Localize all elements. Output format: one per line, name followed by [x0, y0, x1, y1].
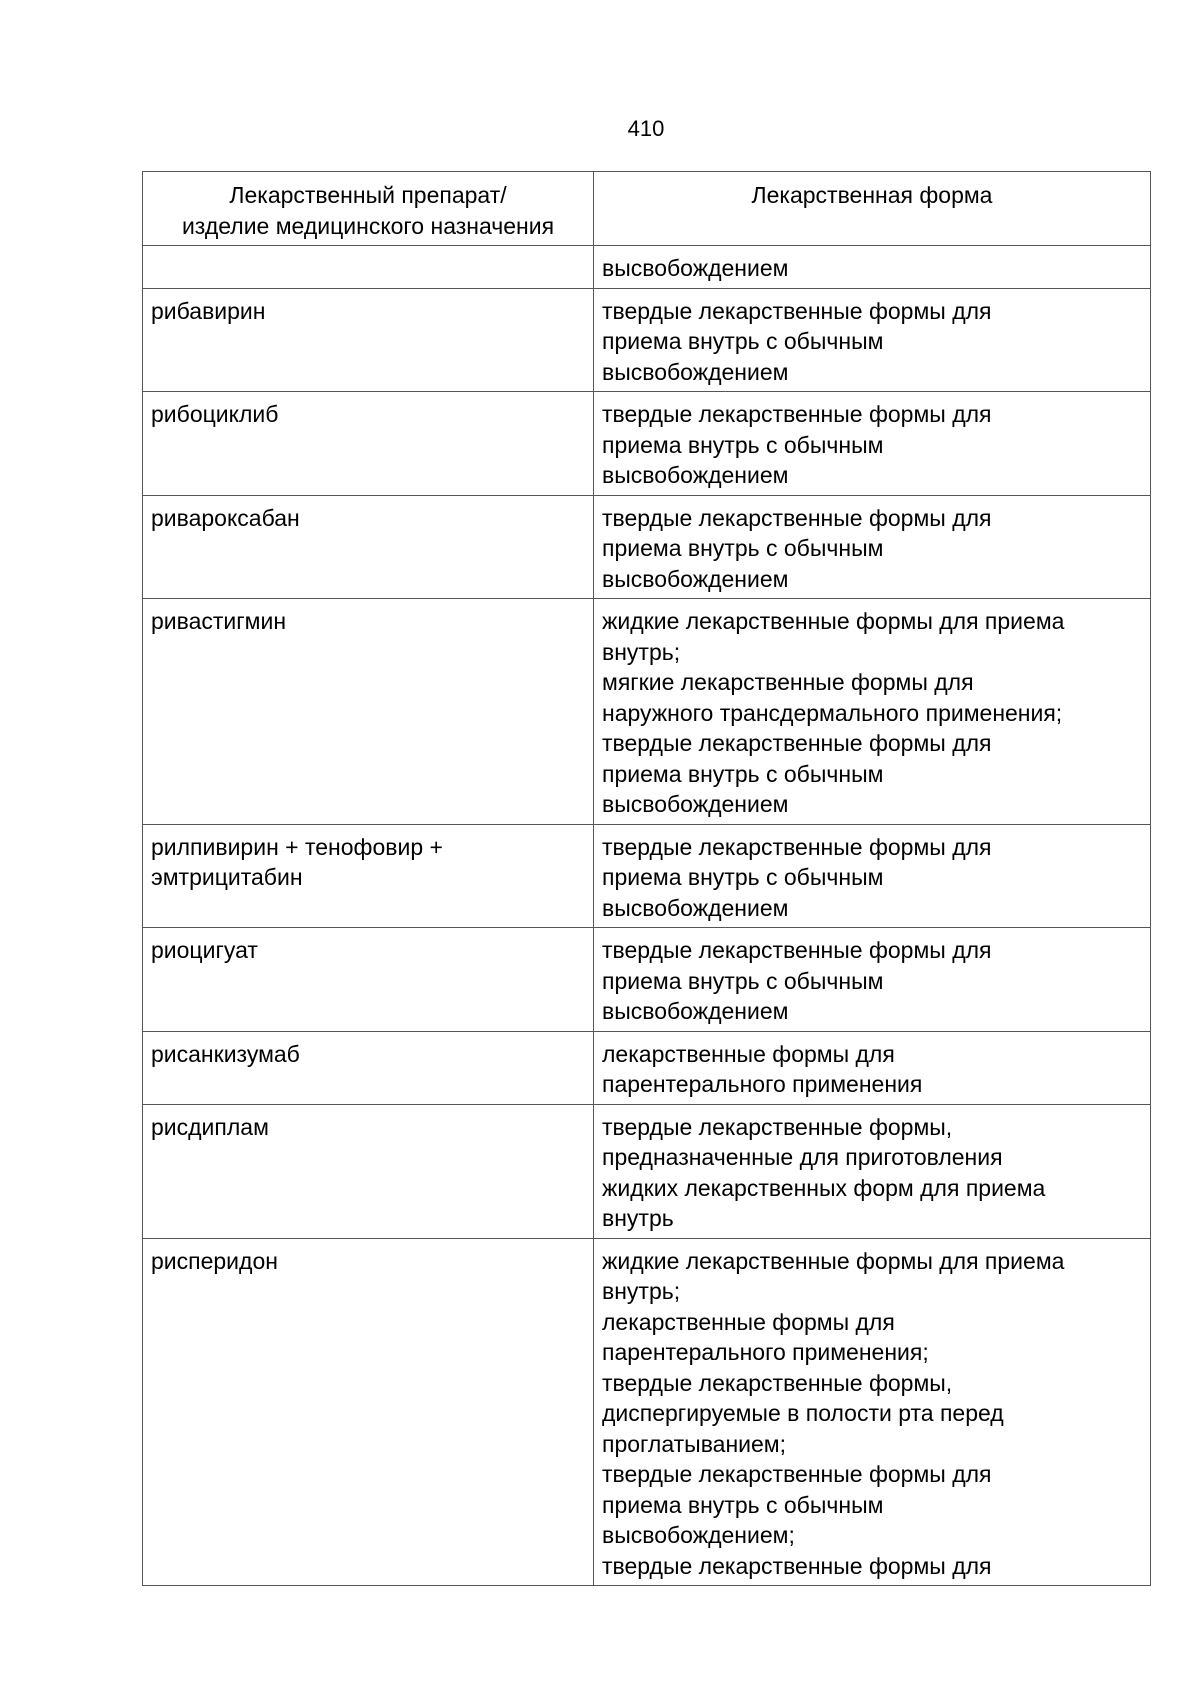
cell-line: твердые лекарственные формы для [602, 401, 992, 427]
cell-line: жидких лекарственных форм для приема [602, 1174, 1046, 1201]
table-row [143, 495, 1151, 599]
cell-line: изделие медицинского назначения [181, 212, 555, 239]
drug-name-cell [143, 928, 594, 1032]
dosage-form-cell [594, 928, 1151, 1032]
table-row [143, 1238, 1151, 1586]
table-header-row [143, 172, 1151, 246]
cell-line: парентерального применения [602, 1071, 923, 1097]
drug-name-cell [143, 288, 594, 392]
cell-line: твердые лекарственные формы для [602, 937, 992, 963]
cell-line: твердые лекарственные формы для [602, 730, 992, 756]
cell-line: твердые лекарственные формы для [602, 297, 992, 324]
table-row [143, 246, 1151, 289]
cell-line: диспергируемые в полости рта перед [602, 1400, 1004, 1426]
cell-line: лекарственные формы для [602, 1040, 895, 1067]
table-row [143, 1031, 1151, 1104]
cell-line: высвобождением [602, 358, 789, 385]
cell-line: жидкие лекарственные формы для приема [602, 1247, 1065, 1274]
cell-line: высвобождением [602, 791, 789, 817]
cell-line: рибоциклиб [151, 401, 279, 427]
table-row [143, 599, 1151, 825]
dosage-form-cell [594, 288, 1151, 392]
drug-name-cell [143, 392, 594, 496]
cell-line: твердые лекарственные формы для [602, 1552, 992, 1579]
table-row [143, 288, 1151, 392]
cell-line: высвобождением [602, 998, 789, 1024]
cell-line: твердые лекарственные формы для [602, 833, 992, 860]
drug-name-cell [143, 1238, 594, 1586]
table-body [143, 246, 1151, 1586]
cell-line: приема внутрь с обычным [602, 760, 884, 787]
cell-line: твердые лекарственные формы, [602, 1369, 953, 1396]
cell-line: рибавирин [151, 297, 266, 324]
cell-line: жидкие лекарственные формы для приема [602, 608, 1065, 634]
cell-line: приема внутрь с обычным [602, 1491, 884, 1518]
cell-line: наружного трансдермального применения; [602, 699, 1063, 726]
table-row [143, 1104, 1151, 1238]
table-row [143, 824, 1151, 928]
header-drug [143, 172, 594, 246]
cell-line: Лекарственная форма [751, 182, 993, 208]
table-row [143, 928, 1151, 1032]
cell-line: высвобождением [602, 565, 789, 592]
cell-line: приема внутрь с обычным [602, 431, 884, 458]
drug-name-cell [143, 1031, 594, 1104]
dosage-form-cell [594, 824, 1151, 928]
cell-line: мягкие лекарственные формы для [602, 669, 974, 695]
cell-line: высвобождением [602, 462, 789, 488]
drug-name-cell [143, 599, 594, 825]
cell-line: предназначенные для приготовления [602, 1144, 1003, 1170]
cell-line: рисдиплам [151, 1113, 269, 1140]
cell-line: парентерального применения; [602, 1339, 929, 1365]
dosage-form-cell [594, 495, 1151, 599]
cell-line: рисперидон [151, 1247, 278, 1274]
cell-line: твердые лекарственные формы, [602, 1113, 953, 1140]
cell-line: ривароксабан [151, 504, 300, 531]
drug-name-cell [143, 824, 594, 928]
dosage-form-cell [594, 1031, 1151, 1104]
cell-line: рисанкизумаб [151, 1040, 300, 1067]
cell-line: рилпивирин + тенофовир + [151, 833, 443, 860]
drug-name-cell [143, 246, 594, 289]
header-form [594, 172, 1151, 246]
dosage-form-cell [594, 246, 1151, 289]
cell-line: высвобождением; [602, 1522, 795, 1548]
cell-line: эмтрицитабин [151, 864, 303, 890]
cell-line: лекарственные формы для [602, 1308, 895, 1335]
cell-line: внутрь [602, 1205, 674, 1231]
cell-line: внутрь; [602, 638, 681, 665]
cell-line: приема внутрь с обычным [602, 864, 884, 890]
drug-name-cell [143, 495, 594, 599]
cell-line: приема внутрь с обычным [602, 535, 884, 561]
cell-line: приема внутрь с обычным [602, 328, 884, 354]
cell-line: внутрь; [602, 1278, 681, 1304]
drug-forms-table [142, 171, 1151, 1586]
cell-line: ривастигмин [151, 608, 287, 634]
cell-line: твердые лекарственные формы для [602, 504, 992, 531]
cell-line: Лекарственный препарат/ [229, 182, 507, 208]
dosage-form-cell [594, 1238, 1151, 1586]
dosage-form-cell [594, 392, 1151, 496]
drug-name-cell [143, 1104, 594, 1238]
page-number: 410 [627, 116, 665, 141]
table-row [143, 392, 1151, 496]
dosage-form-cell [594, 1104, 1151, 1238]
cell-line: проглатыванием; [602, 1430, 786, 1457]
dosage-form-cell [594, 599, 1151, 825]
cell-line: риоцигуат [151, 937, 258, 963]
cell-line: высвобождением [602, 894, 789, 921]
cell-line: высвобождением [602, 255, 789, 281]
cell-line: приема внутрь с обычным [602, 967, 884, 994]
cell-line: твердые лекарственные формы для [602, 1461, 992, 1487]
